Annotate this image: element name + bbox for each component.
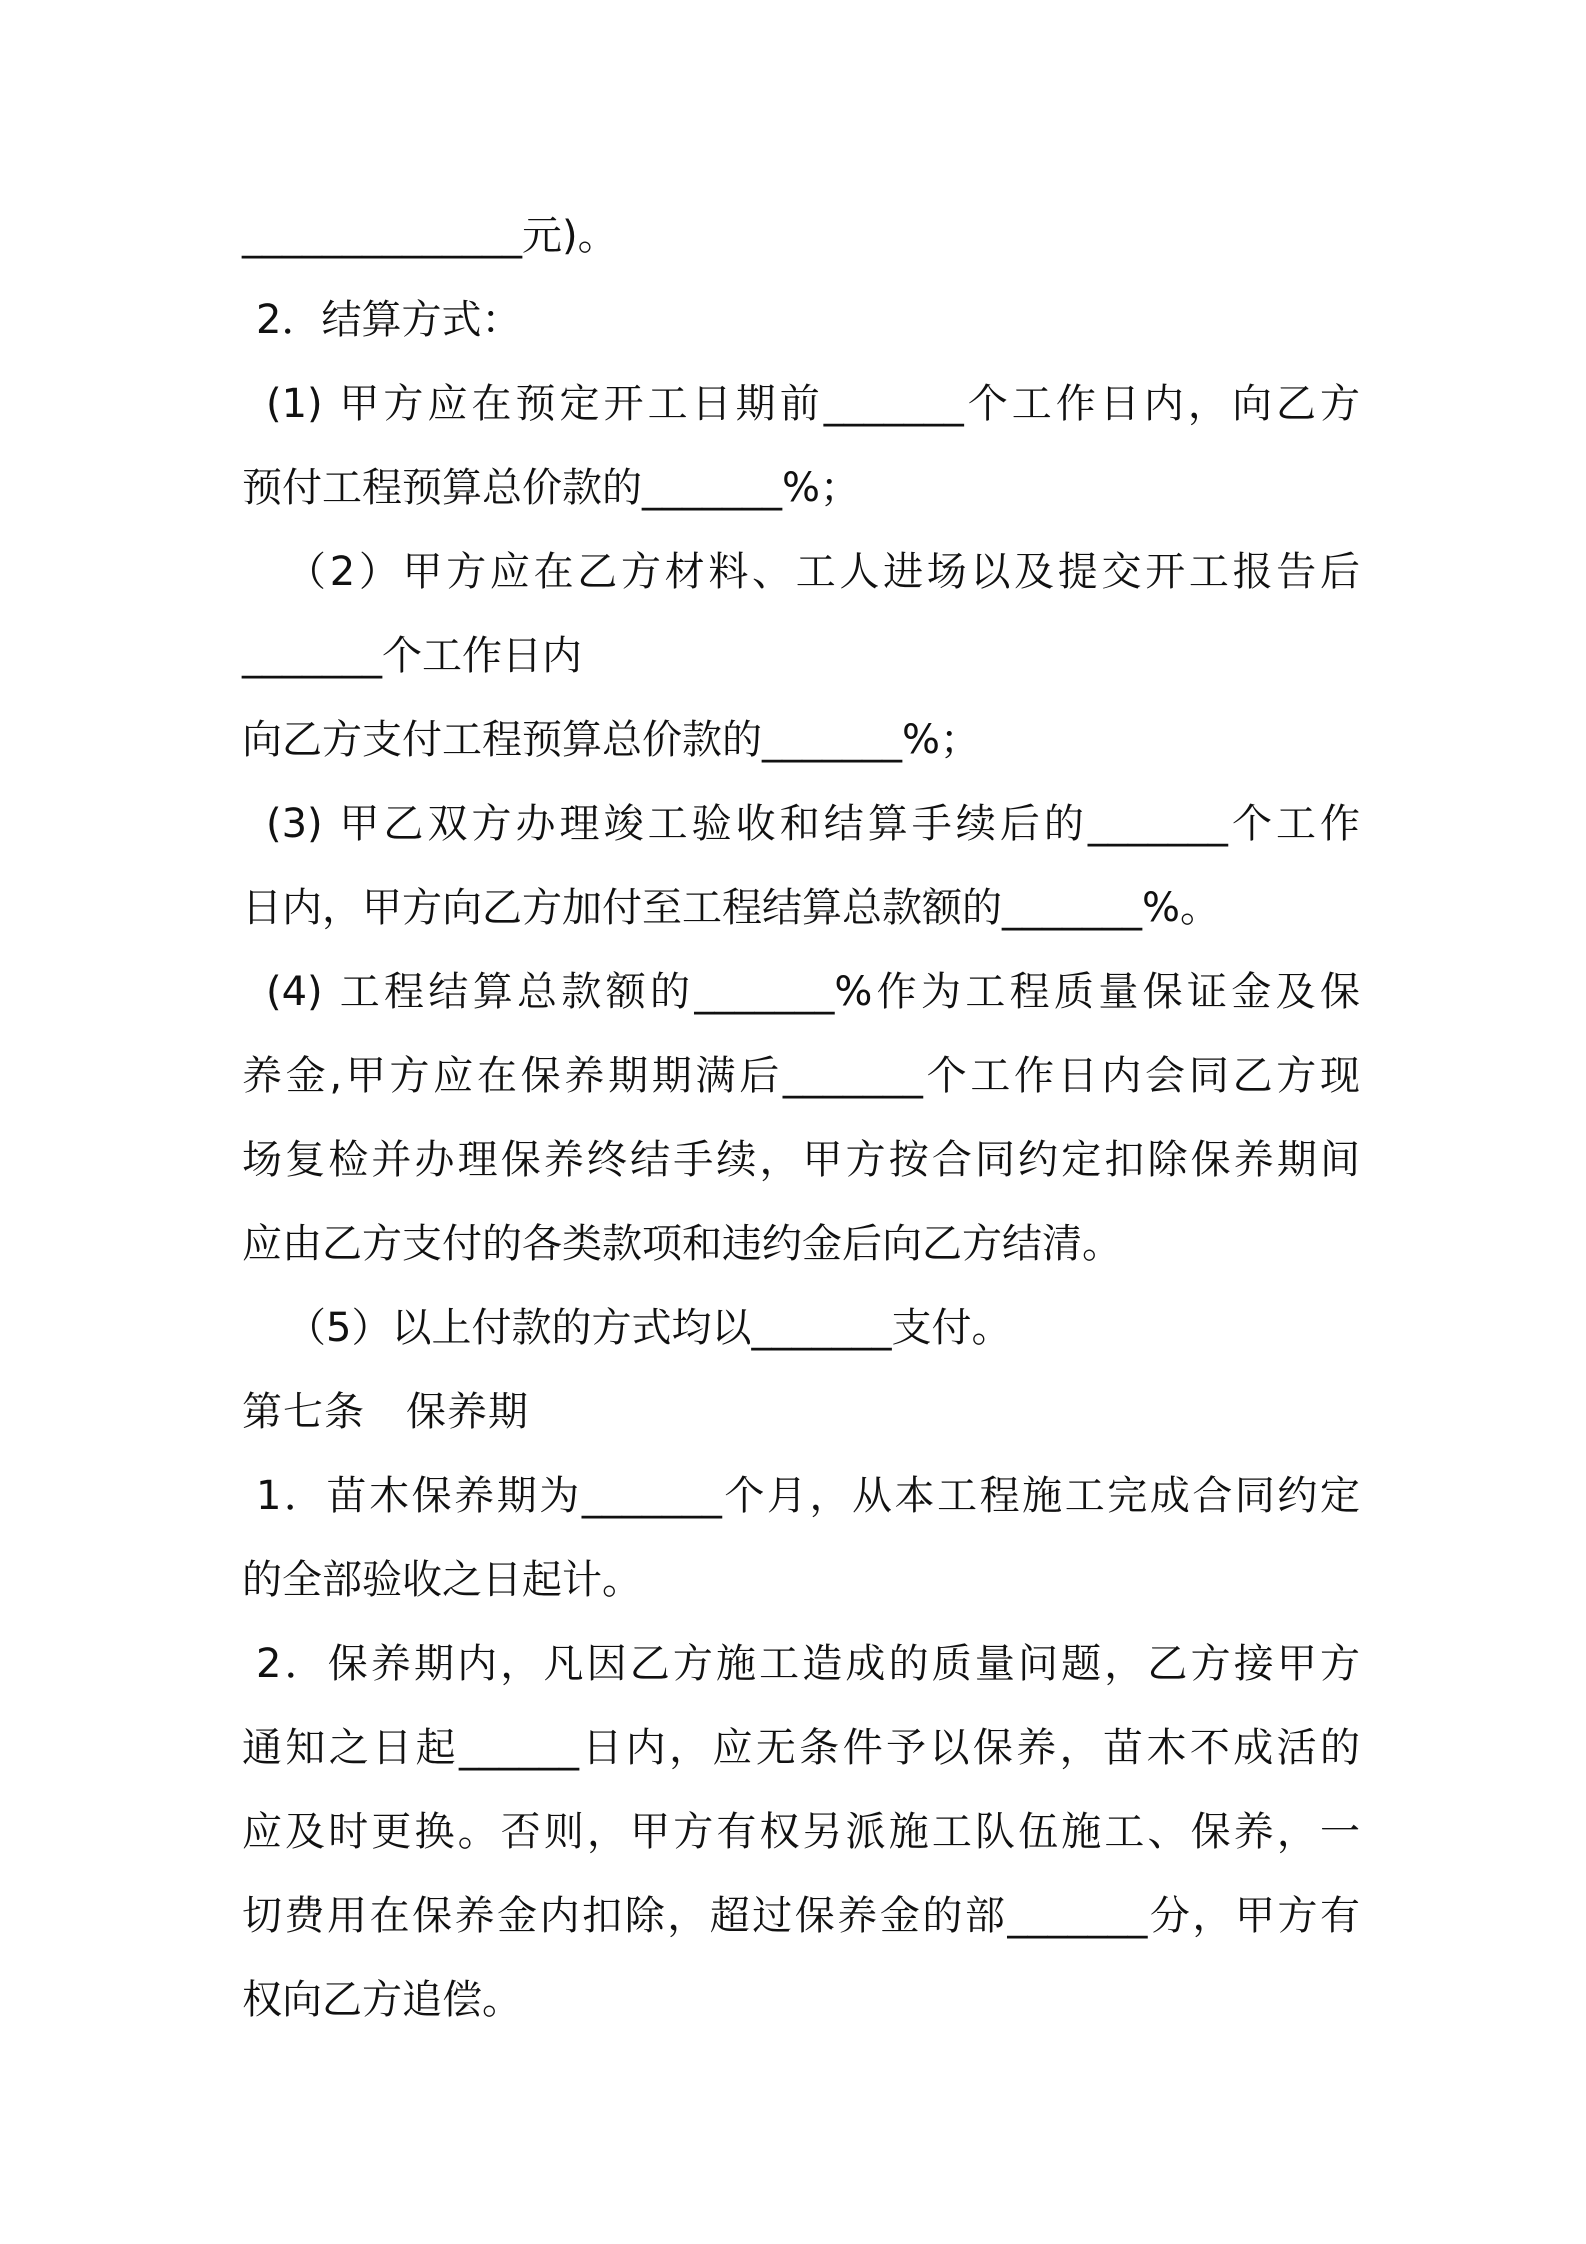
clause-4-line-3: 场复检并办理保养终结手续，甲方按合同约定扣除保养期间 (242, 1137, 1360, 1183)
clause-3-line-1: (3) 甲乙双方办理竣工验收和结算手续后的_______个工作 (266, 801, 1360, 847)
article-7-item-2-line-4: 切费用在保养金内扣除，超过保养金的部_______分，甲方有 (242, 1893, 1360, 1939)
clause-2-line-3: 向乙方支付工程预算总价款的_______%； (242, 717, 981, 763)
clause-2-line-2: _______个工作日内 (242, 633, 582, 679)
clause-3-line-2: 日内，甲方向乙方加付至工程结算总款额的_______%。 (242, 885, 1221, 931)
settlement-method-heading: 2．结算方式： (256, 297, 522, 343)
article-7-item-2-line-3: 应及时更换。否则，甲方有权另派施工队伍施工、保养，一 (242, 1809, 1360, 1855)
clause-1-line-1: (1) 甲方应在预定开工日期前_______个工作日内，向乙方 (266, 381, 1360, 427)
clause-4-line-2: 养金,甲方应在保养期期满后_______个工作日内会同乙方现 (242, 1053, 1360, 1099)
amount-line: ______________元)。 (242, 213, 618, 259)
document-body (242, 194, 1360, 2042)
article-7-item-2-line-5: 权向乙方追偿。 (242, 1977, 522, 2023)
clause-2-line-1: （2）甲方应在乙方材料、工人进场以及提交开工报告后 (286, 549, 1360, 595)
article-7-heading: 第七条 保养期 (242, 1389, 529, 1435)
clause-4-line-4: 应由乙方支付的各类款项和违约金后向乙方结清。 (242, 1221, 1122, 1267)
clause-5-line-1: （5）以上付款的方式均以_______支付。 (286, 1305, 1012, 1351)
article-7-item-2-line-2: 通知之日起______日内，应无条件予以保养，苗木不成活的 (242, 1725, 1360, 1771)
article-7-item-1-line-2: 的全部验收之日起计。 (242, 1557, 642, 1603)
clause-4-line-1: (4) 工程结算总款额的_______%作为工程质量保证金及保 (266, 969, 1360, 1015)
article-7-item-2-line-1: 2．保养期内，凡因乙方施工造成的质量问题，乙方接甲方 (256, 1641, 1360, 1687)
article-7-item-1-line-1: 1．苗木保养期为_______个月，从本工程施工完成合同约定 (256, 1473, 1360, 1519)
clause-1-line-2: 预付工程预算总价款的_______%； (242, 465, 861, 511)
